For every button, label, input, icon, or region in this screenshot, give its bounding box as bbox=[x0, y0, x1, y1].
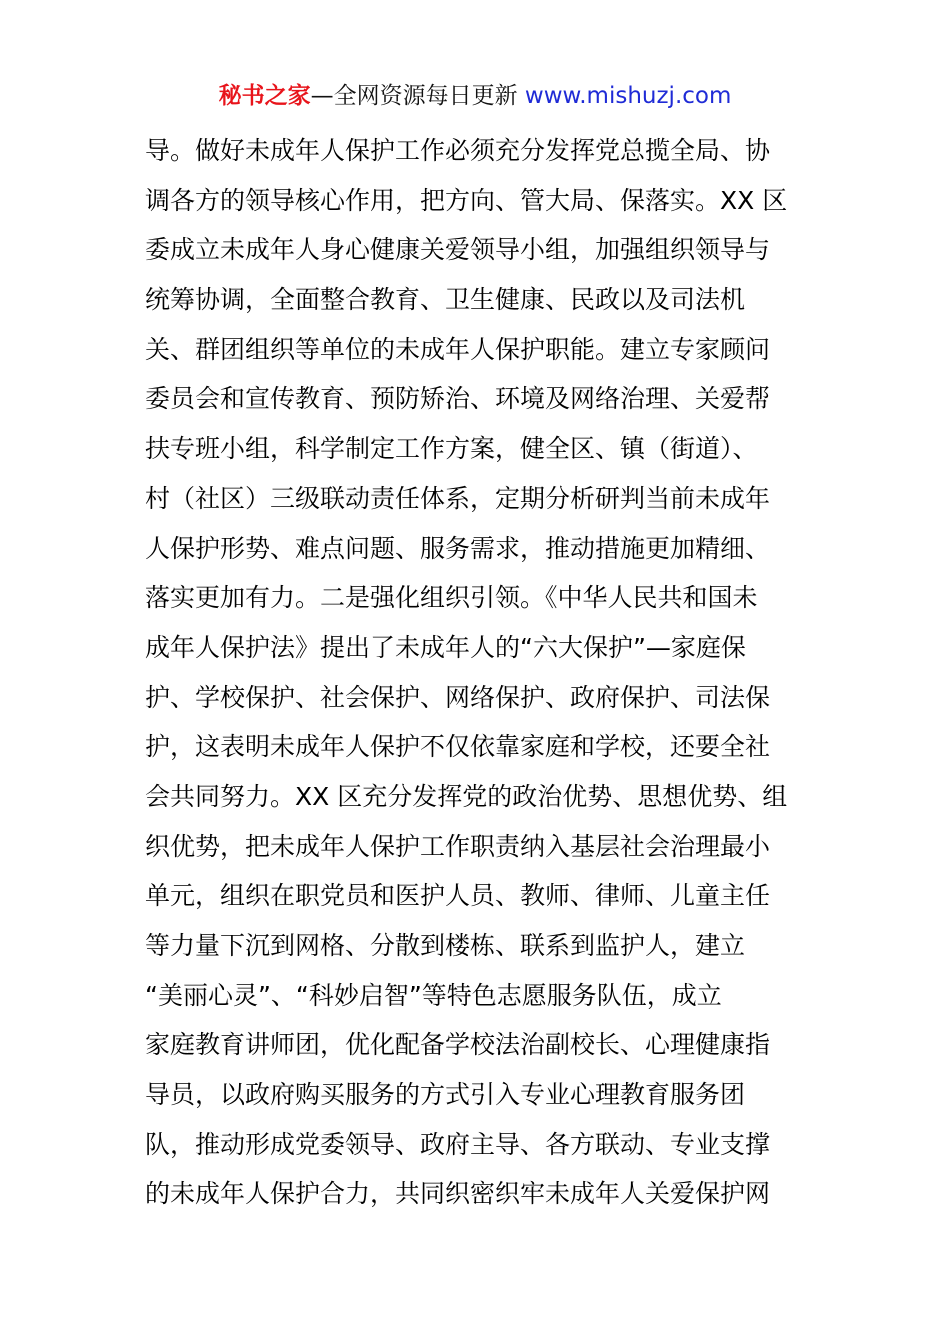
text-line: 委成立未成年人身心健康关爱领导小组，加强组织领导与 bbox=[145, 235, 771, 265]
text-line: 关、群团组织等单位的未成年人保护职能。建立专家顾问 bbox=[145, 334, 771, 364]
text-line: 导。做好未成年人保护工作必须充分发挥党总揽全局、协 bbox=[145, 136, 771, 165]
header-url-link[interactable]: www.mishuzj.com bbox=[524, 83, 732, 109]
text-line: 队，推动形成党委领导、政府主导、各方联动、专业支撑 bbox=[145, 1129, 771, 1159]
text-line: 家庭教育讲师团，优化配备学校法治副校长、心理健康指 bbox=[145, 1030, 771, 1060]
header-brand: 秘书之家 bbox=[218, 83, 311, 109]
text-line: 导员，以政府购买服务的方式引入专业心理教育服务团 bbox=[145, 1080, 746, 1110]
text-line: 落实更加有力。二是强化组织引领。《中华人民共和国未 bbox=[145, 583, 758, 613]
text-line: 会共同努力。XX 区充分发挥党的政治优势、思想优势、组 bbox=[145, 781, 788, 811]
text-line: 扶专班小组，科学制定工作方案，健全区、镇（街道）、 bbox=[145, 434, 758, 464]
text-line: 织优势，把未成年人保护工作职责纳入基层社会治理最小 bbox=[145, 831, 771, 861]
text-line: 统筹协调，全面整合教育、卫生健康、民政以及司法机 bbox=[145, 285, 746, 315]
body-paragraph bbox=[145, 126, 810, 1219]
text-line: 人保护形势、难点问题、服务需求，推动措施更加精细、 bbox=[145, 533, 771, 563]
page-header bbox=[0, 78, 950, 114]
text-line: 护、学校保护、社会保护、网络保护、政府保护、司法保 bbox=[145, 682, 771, 712]
text-line: 的未成年人保护合力，共同织密织牢未成年人关爱保护网 bbox=[145, 1179, 771, 1209]
text-line: 村（社区）三级联动责任体系，定期分析研判当前未成年 bbox=[145, 483, 771, 513]
text-line: 成年人保护法》提出了未成年人的“六大保护”—家庭保 bbox=[145, 632, 746, 662]
text-line: “美丽心灵”、“科妙启智”等特色志愿服务队伍，成立 bbox=[145, 980, 722, 1010]
text-line: 单元，组织在职党员和医护人员、教师、律师、儿童主任 bbox=[145, 881, 771, 911]
header-tagline: —全网资源每日更新 bbox=[310, 83, 518, 109]
text-line: 等力量下沉到网格、分散到楼栋、联系到监护人，建立 bbox=[145, 931, 746, 960]
text-line: 委员会和宣传教育、预防矫治、环境及网络治理、关爱帮 bbox=[145, 384, 771, 414]
text-line: 护，这表明未成年人保护不仅依靠家庭和学校，还要全社 bbox=[145, 732, 771, 762]
text-line: 调各方的领导核心作用，把方向、管大局、保落实。XX 区 bbox=[145, 185, 788, 215]
